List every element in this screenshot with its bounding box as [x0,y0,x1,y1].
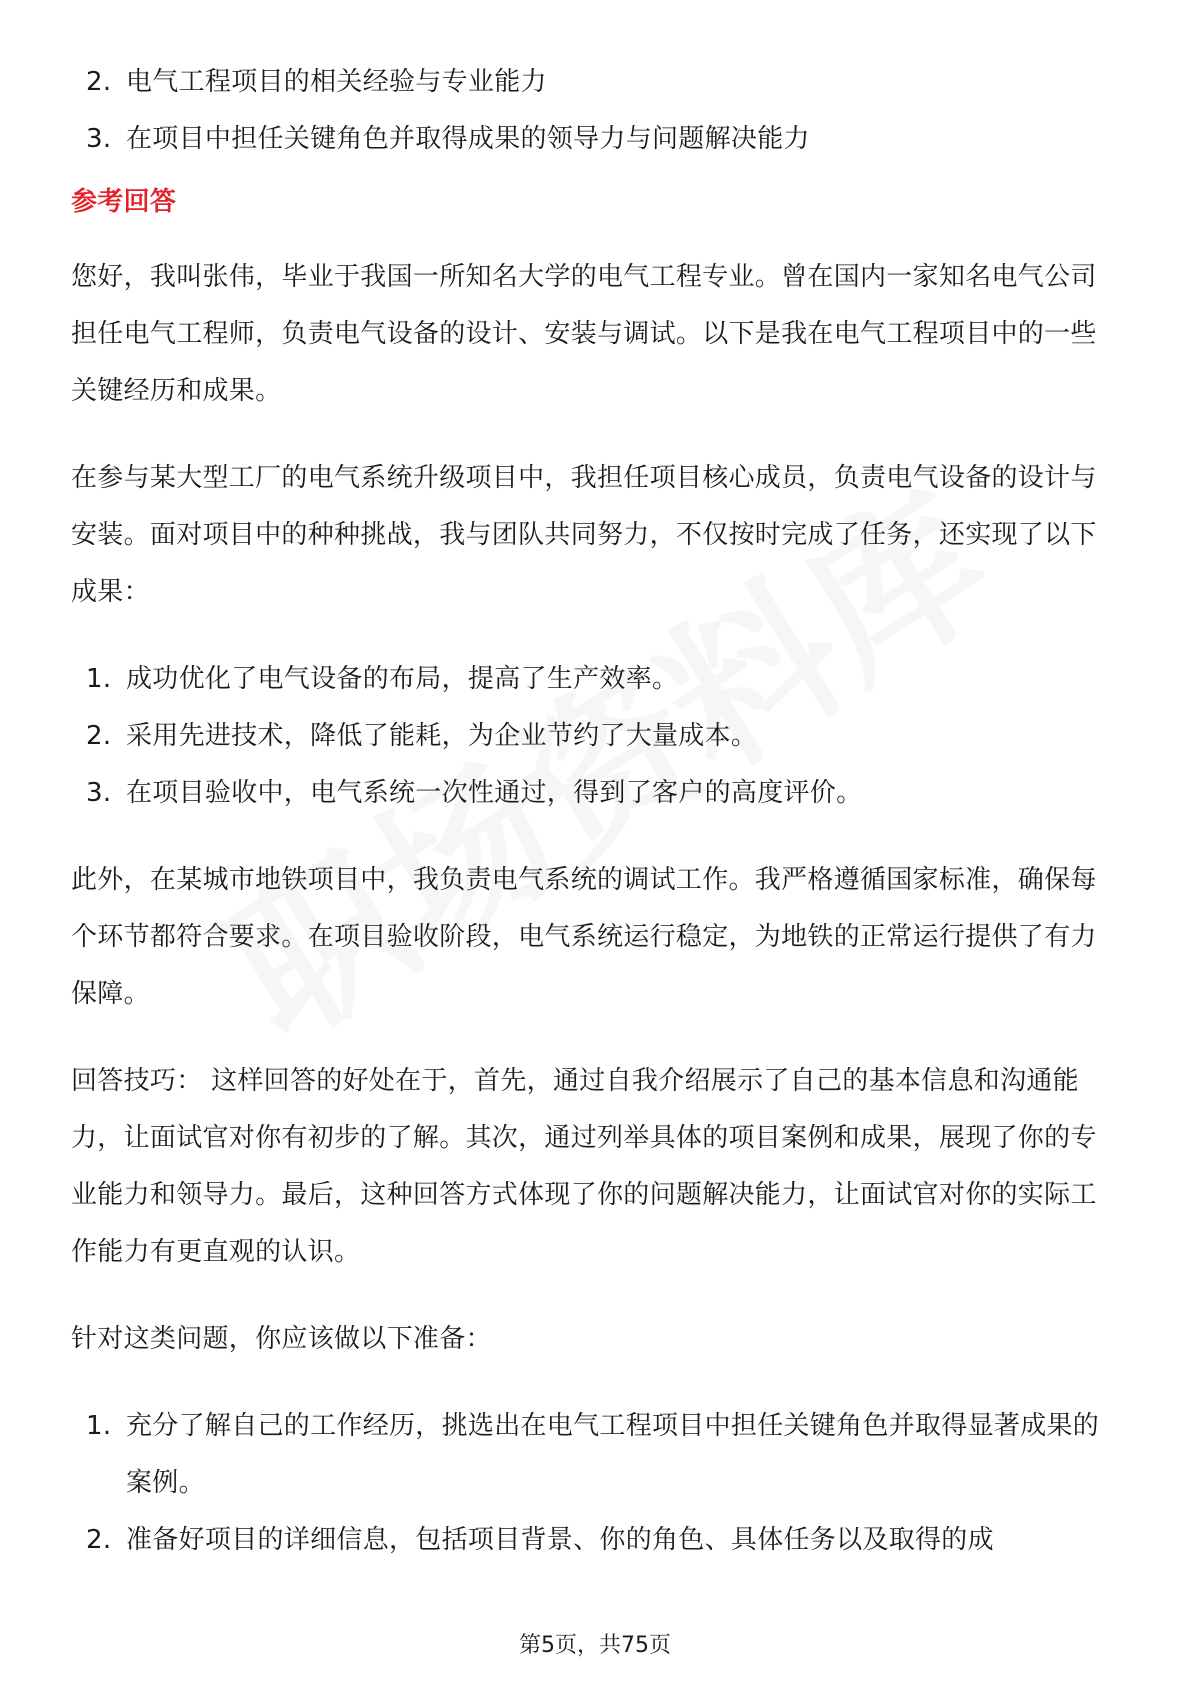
page-content [71,54,1121,1569]
section-heading: 参考回答 [71,187,177,217]
list-item [71,708,1121,765]
list-item [71,54,1121,111]
list-text: 在项目验收中，电气系统一次性通过，得到了客户的高度评价。 [126,778,863,808]
list-item [71,111,1121,168]
list-item [71,765,1121,822]
list-text: 准备好项目的详细信息，包括项目背景、你的角色、具体任务以及取得的成 [126,1525,994,1555]
list-number: 2. [86,1525,112,1555]
list-text: 电气工程项目的相关经验与专业能力 [126,67,547,97]
page-footer: 第5页，共75页 [519,1633,671,1658]
paragraph-prep-intro: 针对这类问题，你应该做以下准备： [71,1324,492,1354]
list-item [71,651,1121,708]
paragraph-tips: 回答技巧： 这样回答的好处在于，首先，通过自我介绍展示了自己的基本信息和沟通能力，让面试官对你有初步的了解。其次，通过列举具体的项目案例和成果，展现了你的专业能力和领导力。最后，这种回答方式体现了你的问题解决能力，让面试官对你的实际工作能力有更直观的认识。 [71,1066,1097,1267]
list-text: 成功优化了电气设备的布局，提高了生产效率。 [126,664,679,694]
list-text: 充分了解自己的工作经历，挑选出在电气工程项目中担任关键角色并取得显著成果的案例。 [126,1411,1100,1498]
list-number: 3. [86,124,112,154]
list-item [71,1398,1121,1512]
top-list [71,54,1121,168]
paragraph-project: 在参与某大型工厂的电气系统升级项目中，我担任项目核心成员，负责电气设备的设计与安装。面对项目中的种种挑战，我与团队共同努力，不仅按时完成了任务，还实现了以下成果： [71,463,1097,607]
list-number: 3. [86,778,112,808]
list-number: 1. [86,664,112,694]
prep-list [71,1398,1121,1569]
list-item [71,1512,1121,1569]
paragraph-intro: 您好，我叫张伟，毕业于我国一所知名大学的电气工程专业。曾在国内一家知名电气公司担任电气工程师，负责电气设备的设计、安装与调试。以下是我在电气工程项目中的一些关键经历和成果。 [71,262,1097,406]
list-number: 2. [86,67,112,97]
list-text: 在项目中担任关键角色并取得成果的领导力与问题解决能力 [126,124,810,154]
paragraph-metro: 此外，在某城市地铁项目中，我负责电气系统的调试工作。我严格遵循国家标准，确保每个环节都符合要求。在项目验收阶段，电气系统运行稳定，为地铁的正常运行提供了有力保障。 [71,865,1097,1009]
list-text: 采用先进技术，降低了能耗，为企业节约了大量成本。 [126,721,758,751]
achievements-list [71,651,1121,822]
list-number: 1. [86,1411,112,1441]
list-number: 2. [86,721,112,751]
